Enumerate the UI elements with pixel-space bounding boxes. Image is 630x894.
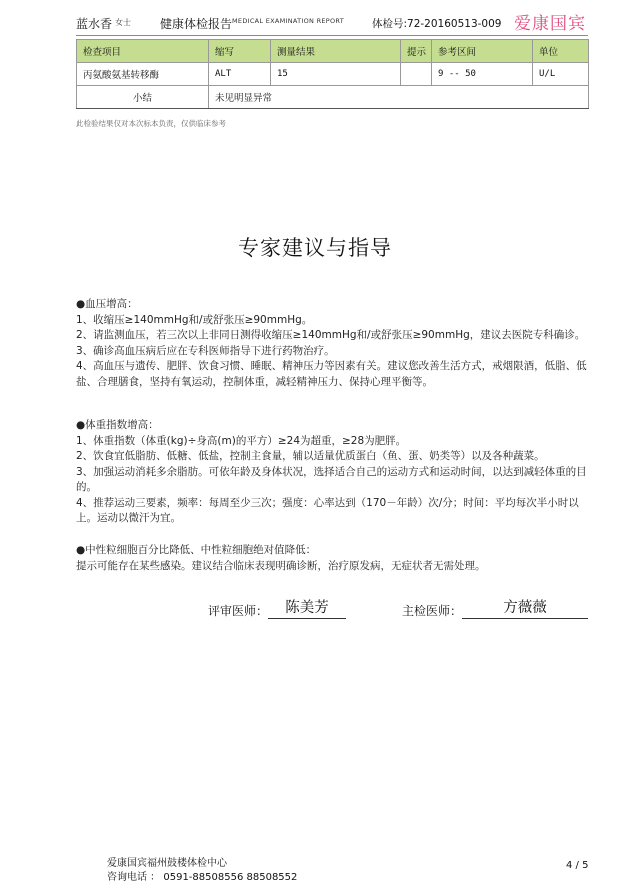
cell-unit: U/L (533, 63, 589, 86)
patient-name: 蓝水香 (76, 17, 113, 31)
advice-line: 4、推荐运动三要素，频率：每周至少三次；强度：心率达到（170－年龄）次/分；时间：平均每次半小时以上。运动以微汗为宜。 (76, 496, 579, 524)
advice-line: 4、高血压与遗传、肥胖、饮食习惯、睡眠、精神压力等因素有关。建议您改善生活方式，戒烟限酒，低脂、低盐、合理膳食，坚持有氧运动，控制体重，减轻精神压力、保持心理平衡等。 (76, 360, 587, 388)
table-row (77, 63, 589, 86)
exam-id: 体检号:72-20160513-009 (372, 18, 502, 30)
summary-value: 未见明显异常 (209, 86, 589, 109)
cell-result: 15 (271, 63, 401, 86)
col-header-flag: 提示 (401, 40, 432, 63)
chief-signature: 方薇薇 (503, 600, 547, 616)
header-divider (76, 35, 588, 36)
col-header-abbr: 缩写 (209, 40, 271, 63)
advice-title: 专家建议与指导 (238, 236, 392, 260)
footer-center-name: 爱康国宾福州鼓楼体检中心 (107, 858, 227, 869)
advice-line: 3、加强运动消耗多余脂肪。可依年龄及身体状况，选择适合自己的运动方式和运动时间，以达到减轻体重的目的。 (76, 465, 587, 493)
advice-line: 2、请监测血压，若三次以上非同日测得收缩压≥140mmHg和/或舒张压≥90mmHg，建议去医院专科确诊。 (76, 329, 586, 341)
col-header-item: 检查项目 (77, 40, 209, 63)
report-title: 健康体检报告 (160, 17, 233, 31)
advice-line: 1、体重指数（体重(kg)÷身高(m)的平方）≥24为超重，≥28为肥胖。 (76, 434, 407, 447)
cell-flag (401, 63, 432, 86)
cell-item: 丙氨酸氨基转移酶 (77, 63, 209, 86)
col-header-range: 参考区间 (432, 40, 533, 63)
cell-abbr: ALT (209, 63, 271, 86)
patient-gender: 女士 (115, 18, 131, 27)
cell-range: 9 -- 50 (432, 63, 533, 86)
chief-signature-line (462, 618, 588, 619)
footer-phone: 咨询电话 ： 0591-88508556 88508552 (107, 872, 298, 883)
report-title-en: MEDICAL EXAMINATION REPORT (232, 17, 345, 25)
disclaimer-note: 此检验结果仅对本次标本负责，仅供临床参考 (76, 119, 226, 128)
section-heading: ●血压增高： (76, 298, 138, 310)
advice-line: 提示可能存在某些感染。建议结合临床表现明确诊断，治疗原发病，无症状者无需处理。 (76, 559, 486, 572)
summary-label: 小结 (77, 86, 209, 109)
page-number: 4 / 5 (566, 860, 589, 871)
advice-line: 3、确诊高血压病后应在专科医师指导下进行药物治疗。 (76, 344, 335, 357)
section-heading: ●中性粒细胞百分比降低、中性粒细胞绝对值降低： (76, 544, 317, 556)
summary-row (77, 86, 589, 109)
section-heading: ●体重指数增高： (76, 419, 159, 431)
results-table (76, 39, 589, 109)
reviewer-signature: 陈美芳 (285, 600, 329, 616)
table-header-row (77, 40, 589, 63)
advice-line: 2、饮食宜低脂肪、低糖、低盐，控制主食量，辅以适量优质蛋白（鱼、蛋、奶类等）以及各种蔬菜。 (76, 450, 545, 462)
col-header-unit: 单位 (533, 40, 589, 63)
advice-section-blood-pressure (76, 297, 588, 390)
advice-line: 1、收缩压≥140mmHg和/或舒张压≥90mmHg。 (76, 313, 313, 326)
advice-section-bmi (76, 418, 588, 527)
brand-logo: 爱康国宾 (514, 14, 586, 34)
reviewer-label: 评审医师： (208, 604, 269, 618)
advice-section-neutrophil (76, 543, 588, 574)
reviewer-signature-line (268, 618, 346, 619)
col-header-result: 测量结果 (271, 40, 401, 63)
chief-label: 主检医师： (402, 604, 463, 618)
